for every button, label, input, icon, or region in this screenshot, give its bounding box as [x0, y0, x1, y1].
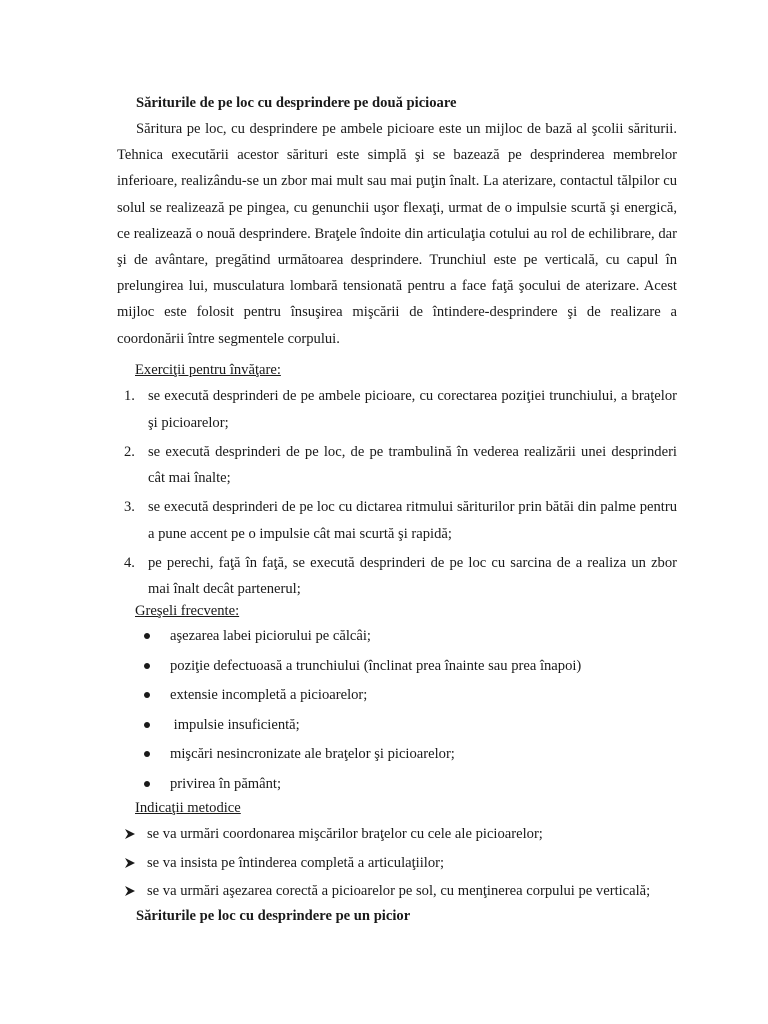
list-item-text: se execută desprinderi de pe loc, de pe trambulină în vederea realizării unei desprinderi cât mai înalte;	[148, 443, 677, 486]
list-item	[124, 824, 650, 853]
bullet-icon	[144, 663, 150, 669]
arrowhead-bullet-icon	[124, 828, 136, 840]
guidance-list	[124, 824, 650, 910]
list-item-text: pe perechi, faţă în faţă, se execută desprinderi de pe loc cu sarcina de a realiza un zbor mai înalt decât partenerul;	[148, 554, 677, 597]
list-item-text: se execută desprinderi de pe ambele picioare, cu corectarea poziţiei trunchiului, a braţelor şi picioarelor;	[148, 388, 677, 431]
list-item	[117, 383, 677, 436]
bullet-icon	[144, 781, 150, 787]
list-item-text: se va insista pe întinderea completă a articulaţiilor;	[147, 854, 445, 871]
list-item-text: impulsie insuficientă;	[170, 716, 300, 733]
mistakes-list	[140, 626, 581, 803]
arrowhead-bullet-icon	[124, 885, 136, 897]
list-item	[117, 494, 677, 547]
list-number: 3.	[124, 499, 135, 515]
list-item-text: privirea în pământ;	[170, 775, 282, 792]
list-number: 1.	[124, 388, 135, 404]
list-item-text: se va urmări coordonarea mişcărilor braţelor cu cele ale picioarelor;	[147, 826, 543, 842]
list-item-text: mişcări nesincronizate ale braţelor şi picioarelor;	[170, 746, 455, 762]
list-item	[140, 744, 581, 774]
list-item	[117, 550, 677, 603]
bullet-icon	[144, 751, 150, 757]
exercises-list	[117, 383, 677, 605]
list-item	[140, 715, 581, 745]
list-item-text: se execută desprinderi de pe loc cu dictarea ritmului săriturilor prin bătăi din palme pentru a pune accent pe o impulsie cât mai scurtă şi rapidă;	[148, 499, 677, 542]
bullet-icon	[144, 722, 150, 728]
list-item	[124, 853, 650, 882]
list-item	[140, 626, 581, 656]
intro-paragraph: Săritura pe loc, cu desprindere pe ambele picioare este un mijloc de bază al şcolii săriturii. Tehnica executării acestor sărituri este simplă şi se bazează pe desprinderea membrelor inferioare, realizându-se un zbor mai mult sau mai puţin înalt. La aterizare, contactul tălpilor cu solul se realizează pe pingea, cu genunchii uşor flexaţi, urmat de o impulsie scurtă şi energică, ce realizează o nouă desprindere. Braţele îndoite din articulaţia cotului au rol de echilibrare, dar şi de avântare, pregătind următoarea desprindere. Trunchiul este pe verticală, cu capul în prelungirea lui, musculatura lombară tensionată pentru a face faţă şocului de aterizare. Acest mijloc este folosit pentru însuşirea mişcării de întindere-desprindere şi de realizare a coordonării între segmentele corpului.	[117, 121, 677, 347]
list-item-text: extensie incompletă a picioarelor;	[170, 687, 368, 703]
section-title: Săriturile de pe loc cu desprindere pe două picioare	[136, 95, 457, 111]
list-item-text: se va urmări aşezarea corectă a picioarelor pe sol, cu menţinerea corpului pe verticală;	[147, 883, 651, 899]
list-item	[117, 439, 677, 492]
list-number: 4.	[124, 554, 135, 571]
exercises-heading: Exerciţii pentru învăţare:	[135, 362, 281, 378]
section-title: Săriturile pe loc cu desprindere pe un picior	[136, 908, 411, 924]
bullet-icon	[144, 692, 150, 698]
list-number: 2.	[124, 443, 135, 460]
guidance-heading: Indicaţii metodice	[135, 800, 241, 816]
list-item	[140, 685, 581, 715]
mistakes-heading: Greşeli frecvente:	[135, 603, 240, 619]
bullet-icon	[144, 633, 150, 639]
list-item-text: poziţie defectuoasă a trunchiului (înclinat prea înainte sau prea înapoi)	[170, 657, 582, 674]
list-item	[140, 656, 581, 686]
list-item-text: aşezarea labei piciorului pe călcâi;	[170, 628, 371, 644]
arrowhead-bullet-icon	[124, 857, 136, 869]
